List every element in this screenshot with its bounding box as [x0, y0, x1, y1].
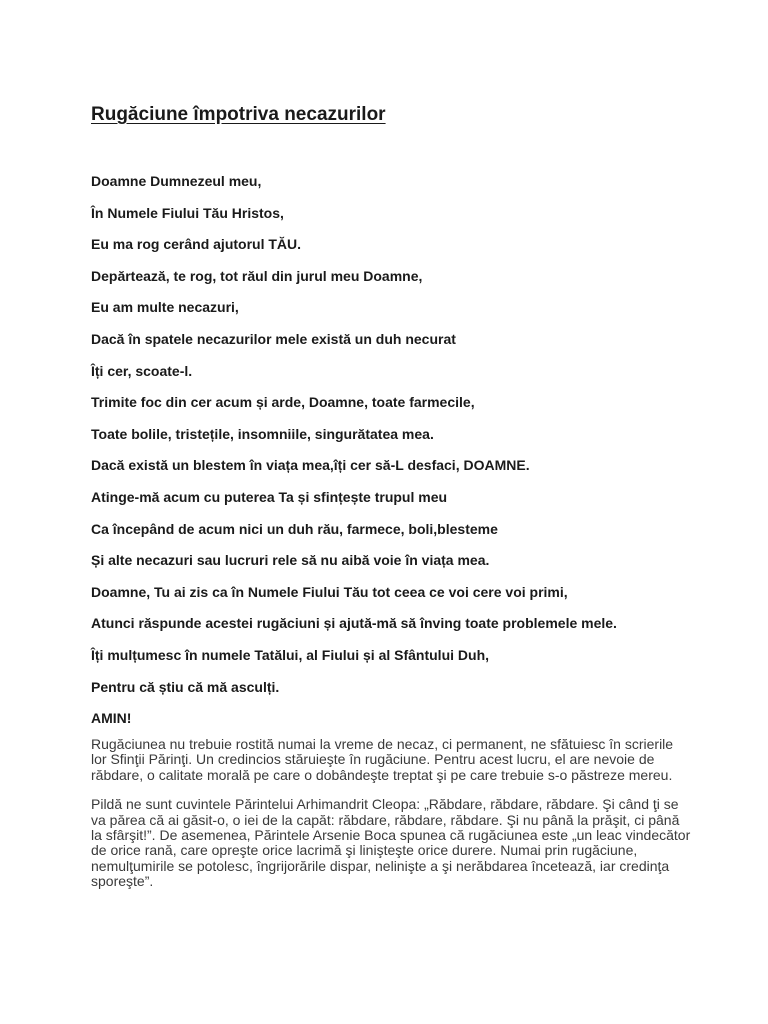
prayer-line: În Numele Fiului Tău Hristos,	[91, 204, 284, 221]
prayer-line: Trimite foc din cer acum și arde, Doamne, toate farmecile,	[91, 394, 475, 411]
commentary-paragraph: Pildă ne sunt cuvintele Părintelui Arhimandrit Cleopa: „Răbdare, răbdare, răbdare. Şi când ţi se va părea că ai găsit-o, o iei de la capăt: răbdare, răbdare, răbdare. Şi nu până la prăşit, ci până la sfârşit!”. De asemenea, Părintele Arsenie Boca spunea că rugăciunea este „un leac vindecător de orice rană, care opreşte orice lacrimă şi linişteşte orice durere. Numai prin rugăciune, nemulţumirile se potolesc, îngrijorările dispar, nelinişte a şi nerăbdarea încetează, iar credinţa sporeşte”.	[91, 796, 691, 890]
prayer-line: Dacă în spatele necazurilor mele există un duh necurat	[91, 330, 456, 347]
prayer-line: Pentru că știu că mă asculți.	[91, 678, 280, 695]
commentary-paragraph: Rugăciunea nu trebuie rostită numai la vreme de necaz, ci permanent, ne sfătuiesc în scrierile lor Sfinţii Părinţi. Un credincios stăruieşte în rugăciune. Pentru acest lucru, el are nevoie de răbdare, o calitate morală pe care o dobândeşte treptat şi pe care trebuie s-o păstreze mereu.	[91, 736, 674, 783]
prayer-line: Ca începând de acum nici un duh rău, farmece, boli,blesteme	[91, 520, 498, 537]
prayer-line: Eu am multe necazuri,	[91, 299, 239, 316]
prayer-line: Atinge-mă acum cu puterea Ta și sfințește trupul meu	[91, 488, 448, 505]
prayer-amen: AMIN!	[91, 710, 132, 727]
prayer-line: Atunci răspunde acestei rugăciuni și ajută-mă să înving toate problemele mele.	[91, 615, 617, 632]
prayer-line: Îți mulțumesc în numele Tatălui, al Fiului și al Sfântului Duh,	[91, 646, 490, 663]
document-title: Rugăciune împotriva necazurilor	[91, 104, 386, 125]
prayer-line: Toate bolile, tristețile, insomniile, singurătatea mea.	[91, 425, 434, 442]
prayer-text	[91, 172, 617, 741]
prayer-line: Doamne Dumnezeul meu,	[91, 173, 262, 189]
prayer-line: Depărtează, te rog, tot răul din jurul meu Doamne,	[91, 267, 423, 284]
prayer-line: Dacă există un blestem în viața mea,îți cer să-L desfaci, DOAMNE.	[91, 457, 530, 474]
prayer-line: Și alte necazuri sau lucruri rele să nu aibă voie în viața mea.	[91, 552, 490, 569]
prayer-line: Eu ma rog cerând ajutorul TĂU.	[91, 236, 302, 253]
prayer-line: Îți cer, scoate-l.	[91, 362, 193, 379]
prayer-line: Doamne, Tu ai zis ca în Numele Fiului Tău tot ceea ce voi cere voi primi,	[91, 583, 568, 600]
commentary-section	[91, 737, 691, 904]
